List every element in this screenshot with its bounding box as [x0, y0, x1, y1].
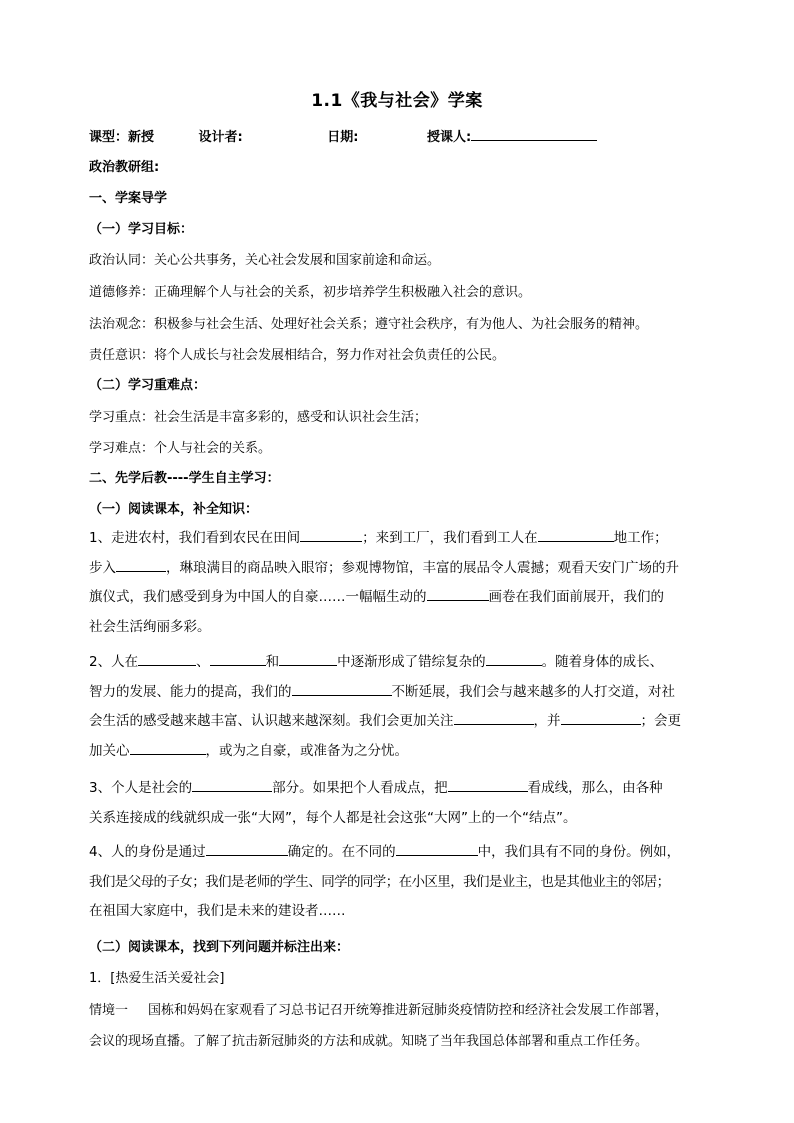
q1-text: ；来到工厂，我们看到工人在: [362, 530, 538, 546]
q3-text: 关系连接成的线就织成一张“大网”，每个人都是社会这张“大网”上的一个“结点”。: [89, 809, 577, 826]
q2-text: 2、人在: [89, 654, 139, 670]
subsection-goals: （一）学习目标：: [89, 222, 194, 237]
q1-text: 社会生活绚丽多彩。: [89, 618, 211, 635]
fill-blank[interactable]: [292, 683, 392, 696]
lesson-type: 课型：新授: [89, 130, 155, 145]
q2-text: 会生活的感受越来越丰富、认识越来越深刻。我们会更加关注: [89, 713, 454, 729]
subsection-key-points: （二）学习重难点：: [89, 378, 207, 393]
fill-blank[interactable]: [206, 843, 288, 856]
q2-text: 、: [196, 654, 210, 670]
date-label: 日期:: [327, 130, 359, 145]
scenario-label: 情境一: [89, 1003, 129, 1018]
fill-blank[interactable]: [396, 843, 478, 856]
q2-text: 和: [265, 654, 280, 670]
fill-blank[interactable]: [486, 653, 542, 666]
q2-text: 中逐渐形成了错综复杂的: [337, 654, 486, 670]
fill-blank[interactable]: [138, 653, 196, 666]
difficult-point: 学习难点：个人与社会的关系。: [89, 441, 272, 456]
q1-text: 步入: [89, 559, 116, 576]
fill-blank[interactable]: [561, 712, 641, 725]
q4-text: 我们是父母的子女；我们是老师的学生、同学的同学；在小区里，我们是业主，也是其他业主的邻居；: [89, 873, 670, 890]
q4-text: 中，我们具有不同的身份。例如，: [477, 844, 681, 860]
fill-blank[interactable]: [279, 653, 337, 666]
q1-text: 画卷在我们面前展开，我们的: [488, 589, 664, 605]
scenario-text: 国栋和妈妈在家观看了习总书记召开统筹推进新冠肺炎疫情防控和经济社会发展工作部署，: [148, 1003, 669, 1018]
goal-item: 责任意识：将个人成长与社会发展相结合，努力作对社会负责任的公民。: [89, 348, 506, 363]
q2-text: ，并: [533, 713, 561, 729]
question-4: [89, 838, 709, 927]
q2-text: ；会更: [640, 713, 681, 729]
designer-label: 设计者:: [198, 130, 243, 145]
key-point: 学习重点：社会生活是丰富多彩的，感受和认识社会生活；: [89, 410, 428, 425]
goal-item: 法治观念：积极参与社会生活、处理好社会关系；遵守社会秩序，有为他人、为社会服务的精神。: [89, 317, 649, 332]
section-heading-1: 一、学案导学: [89, 191, 168, 206]
fill-blank[interactable]: [454, 712, 534, 725]
q1-text: 1、走进农村，我们看到农民在田间: [89, 530, 301, 546]
q1-text: 旗仪式，我们感受到身为中国人的自豪……一幅幅生动的: [89, 589, 427, 605]
q4-text: 4、人的身份是通过: [89, 844, 206, 860]
teacher-label: 授课人:: [427, 130, 472, 145]
item-heading: 1．[热爱生活关爱社会]: [89, 971, 225, 986]
subsection-reading-2: （二）阅读课本，找到下列问题并标注出来：: [89, 940, 350, 955]
goal-item: 政治认同：关心公共事务，关心社会发展和国家前途和命运。: [89, 253, 441, 268]
page-title: 1.1《我与社会》学案: [311, 91, 483, 111]
fill-blank[interactable]: [130, 742, 206, 755]
fill-blank[interactable]: [210, 653, 266, 666]
goal-item: 道德修养：正确理解个人与社会的关系，初步培养学生积极融入社会的意识。: [89, 285, 532, 300]
q4-text: 确定的。在不同的: [287, 844, 396, 860]
q2-text: 不断延展，我们会与越来越多的人打交道，对社: [391, 683, 675, 700]
q2-text: 智力的发展、能力的提高，我们的: [89, 683, 292, 700]
q2-text: 加关心: [89, 742, 130, 759]
scenario-row: [89, 999, 709, 1018]
fill-blank[interactable]: [448, 779, 528, 792]
section-heading-2: 二、先学后教----学生自主学习：: [89, 471, 280, 486]
q2-text: 。随着身体的成长、: [541, 654, 664, 670]
fill-blank[interactable]: [300, 529, 362, 542]
fill-blank[interactable]: [192, 779, 272, 792]
question-2: [89, 648, 709, 766]
fill-blank[interactable]: [116, 559, 166, 572]
question-3: [89, 774, 709, 833]
fill-blank[interactable]: [427, 588, 489, 601]
research-group: 政治教研组:: [89, 160, 160, 175]
fill-blank[interactable]: [538, 529, 614, 542]
q3-text: 看成线，那么，由各种: [527, 780, 663, 796]
teacher-blank[interactable]: [471, 128, 597, 141]
meta-row: [89, 126, 709, 145]
scenario-text: 会议的现场直播。了解了抗击新冠肺炎的方法和成就。知晓了当年我国总体部署和重点工作任务。: [89, 1034, 649, 1049]
q1-text: 地工作；: [613, 530, 668, 546]
question-1: [89, 524, 709, 642]
q4-text: 在祖国大家庭中，我们是未来的建设者……: [89, 903, 346, 919]
q2-text: ，或为之自豪，或准备为之分忧。: [205, 742, 408, 759]
q1-text: ，琳琅满目的商品映入眼帘；参观博物馆，丰富的展品令人震撼；观看天安门广场的升: [166, 559, 679, 576]
q3-text: 部分。如果把个人看成点，把: [272, 780, 448, 796]
subsection-reading-1: （一）阅读课本，补全知识：: [89, 502, 259, 517]
q3-text: 3、个人是社会的: [89, 780, 193, 796]
